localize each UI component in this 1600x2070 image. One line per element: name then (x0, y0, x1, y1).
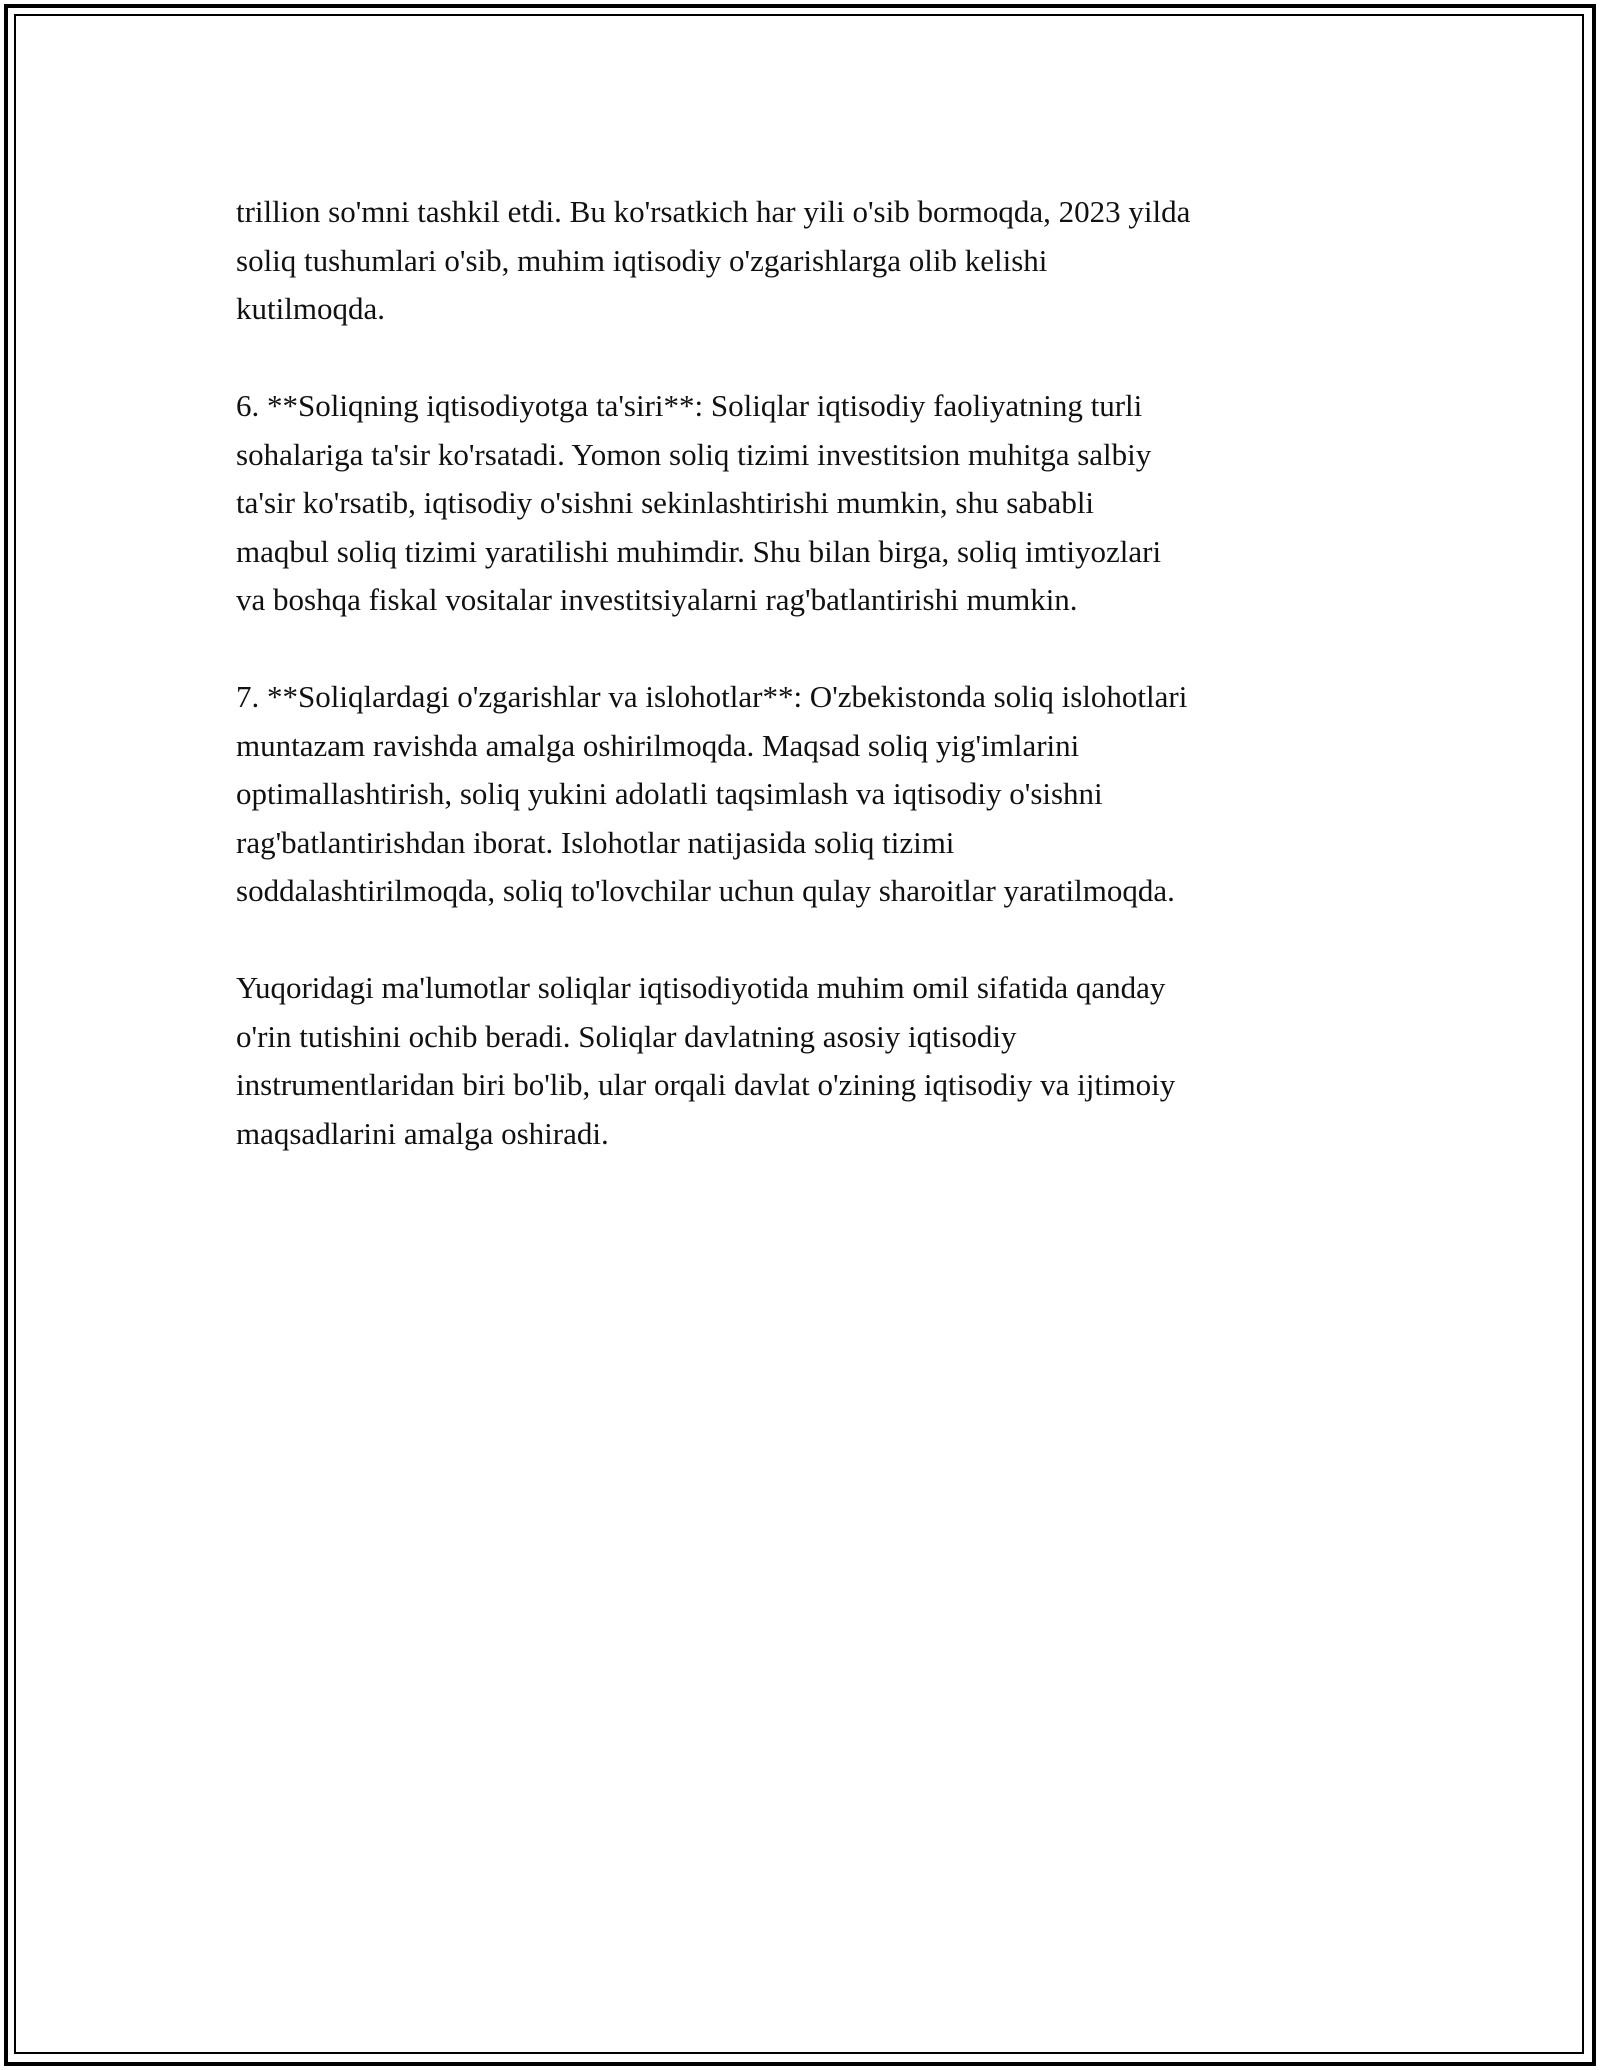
text-line: ta'sir ko'rsatib, iqtisodiy o'sishni sekinlashtirishi mumkin, shu sababli (236, 485, 1095, 520)
text-line: muntazam ravishda amalga oshirilmoqda. Maqsad soliq yig'imlarini (236, 727, 1080, 763)
text-line: 7. **Soliqlardagi o'zgarishlar va islohotlar**: O'zbekistonda soliq islohotlari (236, 679, 1188, 714)
text-line: optimallashtirish, soliq yukini adolatli taqsimlash va iqtisodiy o'sishni (236, 776, 1103, 811)
text-line: rag'batlantirishdan iborat. Islohotlar natijasida soliq tizimi (236, 824, 955, 860)
text-line: maqbul soliq tizimi yaratilishi muhimdir. Shu bilan birga, soliq imtiyozlari (236, 533, 1162, 569)
text-line: kutilmoqda. (236, 291, 385, 326)
paragraph-conclusion (236, 964, 1376, 1158)
paragraph-continuation (236, 188, 1376, 334)
text-line: sohalariga ta'sir ko'rsatadi. Yomon soliq tizimi investitsion muhitga salbiy (236, 436, 1152, 472)
text-line: soliq tushumlari o'sib, muhim iqtisodiy o'zgarishlarga olib kelishi (236, 242, 1048, 278)
text-line: 6. **Soliqning iqtisodiyotga ta'siri**: Soliqlar iqtisodiy faoliyatning turli (236, 388, 1143, 423)
paragraph-item-6 (236, 382, 1376, 625)
text-line: maqsadlarini amalga oshiradi. (236, 1115, 609, 1151)
document-body (236, 188, 1376, 1207)
text-line: va boshqa fiskal vositalar investitsiyalarni rag'batlantirishi mumkin. (236, 582, 1078, 617)
paragraph-item-7 (236, 673, 1376, 916)
text-line: trillion so'mni tashkil etdi. Bu ko'rsatkich har yili o'sib bormoqda, 2023 yilda (236, 194, 1191, 229)
text-line: Yuqoridagi ma'lumotlar soliqlar iqtisodiyotida muhim omil sifatida qanday (236, 970, 1166, 1005)
text-line: soddalashtirilmoqda, soliq to'lovchilar uchun qulay sharoitlar yaratilmoqda. (236, 873, 1175, 908)
text-line: o'rin tutishini ochib beradi. Soliqlar davlatning asosiy iqtisodiy (236, 1018, 1017, 1054)
text-line: instrumentlaridan biri bo'lib, ular orqali davlat o'zining iqtisodiy va ijtimoiy (236, 1067, 1176, 1102)
